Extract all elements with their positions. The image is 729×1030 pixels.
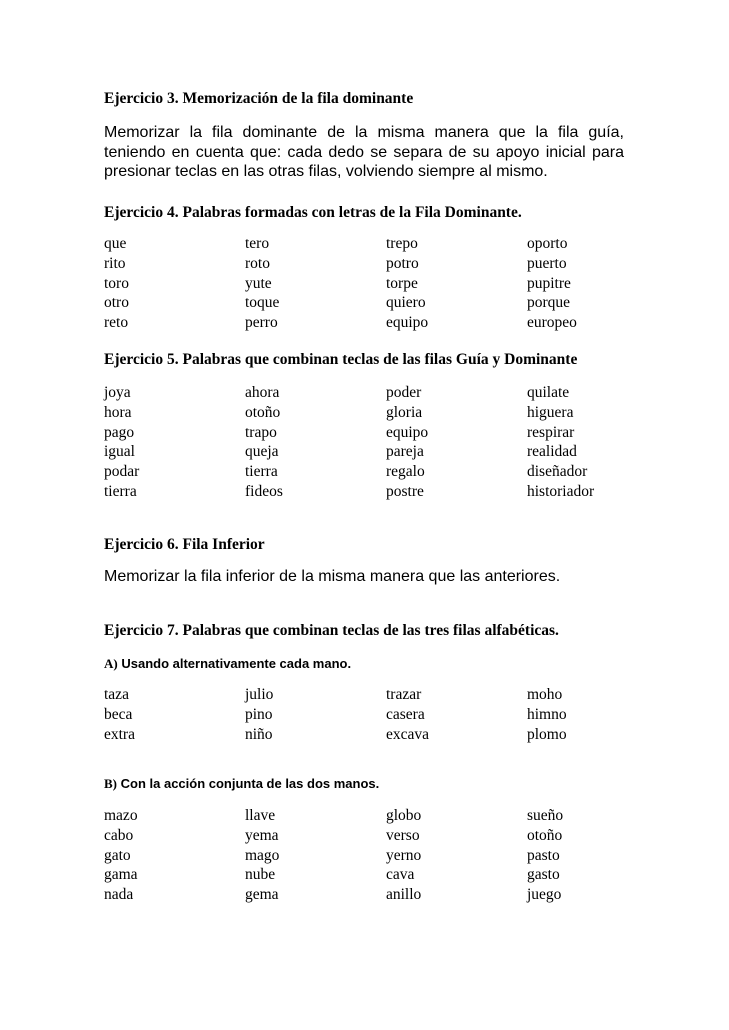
exercise-5-word-table <box>104 383 624 502</box>
word-cell: mazo <box>104 807 138 824</box>
word-cell: himno <box>527 705 567 723</box>
word-cell: torpe <box>386 274 418 292</box>
word-cell: mago <box>245 846 280 864</box>
word-cell: equipo <box>386 314 429 332</box>
exercise-3-text: Memorizar la fila dominante de la misma manera que la fila guía, teniendo en cuenta que: cada dedo se separa de su apoyo inicial para presionar teclas en las otras filas, volviendo siempre al mismo. <box>104 124 624 180</box>
word-cell: nube <box>245 866 276 884</box>
word-cell: beca <box>104 705 133 723</box>
word-cell: gema <box>245 886 279 904</box>
word-cell: roto <box>245 254 270 272</box>
word-cell: perro <box>245 314 278 332</box>
exercise-7-title: Ejercicio 7. Palabras que combinan teclas de las tres filas alfabéticas. <box>104 622 559 639</box>
word-cell: trazar <box>386 686 422 703</box>
word-cell: gloria <box>386 403 423 421</box>
word-cell: pareja <box>386 443 424 461</box>
word-cell: toro <box>104 274 129 292</box>
word-cell: anillo <box>386 886 422 904</box>
part-b-text: Con la acción conjunta de las dos manos. <box>120 776 380 791</box>
word-cell: llave <box>245 807 276 824</box>
word-cell: pino <box>245 705 273 723</box>
word-cell: poder <box>386 384 422 401</box>
word-cell: regalo <box>386 463 425 481</box>
word-cell: quilate <box>527 384 570 401</box>
word-cell: higuera <box>527 403 574 421</box>
word-cell: europeo <box>527 314 577 332</box>
word-cell: globo <box>386 807 422 824</box>
word-cell: hora <box>104 403 132 421</box>
part-b-letter: B) <box>104 776 117 791</box>
word-cell: historiador <box>527 482 595 500</box>
exercise-4-word-table <box>104 234 624 333</box>
word-cell: que <box>104 235 127 252</box>
word-cell: toque <box>245 294 280 312</box>
word-cell: trapo <box>245 423 277 441</box>
word-cell: casera <box>386 705 425 723</box>
word-cell: excava <box>386 725 430 743</box>
part-a-letter: A) <box>104 656 118 671</box>
word-cell: igual <box>104 443 135 461</box>
word-cell: taza <box>104 686 129 703</box>
word-cell: diseñador <box>527 463 588 481</box>
word-cell: queja <box>245 443 279 461</box>
word-cell: rito <box>104 254 126 272</box>
exercise-4-title: Ejercicio 4. Palabras formadas con letras de la Fila Dominante. <box>104 204 522 221</box>
exercise-7-part-a-label <box>104 655 351 673</box>
word-cell: gama <box>104 866 138 884</box>
word-cell: moho <box>527 686 563 703</box>
word-cell: fideos <box>245 482 283 500</box>
word-cell: joya <box>104 384 131 401</box>
exercise-7a-word-table <box>104 685 624 744</box>
word-cell: yerno <box>386 846 422 864</box>
exercise-7-part-b-label <box>104 775 379 793</box>
word-cell: reto <box>104 314 129 332</box>
word-cell: tierra <box>245 463 278 481</box>
word-cell: julio <box>245 686 274 703</box>
word-cell: gasto <box>527 866 560 884</box>
exercise-3-title: Ejercicio 3. Memorización de la fila dominante <box>104 90 414 107</box>
word-cell: otoño <box>527 826 563 844</box>
word-cell: tero <box>245 235 270 252</box>
word-cell: juego <box>527 886 562 904</box>
word-cell: pago <box>104 423 135 441</box>
word-cell: postre <box>386 482 424 500</box>
word-cell: niño <box>245 725 273 743</box>
word-cell: respirar <box>527 423 575 441</box>
word-cell: oporto <box>527 235 568 252</box>
word-cell: pasto <box>527 846 560 864</box>
exercise-6-title: Ejercicio 6. Fila Inferior <box>104 536 265 553</box>
word-cell: sueño <box>527 807 564 824</box>
word-cell: plomo <box>527 725 567 743</box>
word-cell: equipo <box>386 423 429 441</box>
word-cell: potro <box>386 254 419 272</box>
word-cell: podar <box>104 463 140 481</box>
word-cell: ahora <box>245 384 280 401</box>
part-a-text: Usando alternativamente cada mano. <box>121 656 352 671</box>
word-cell: pupitre <box>527 274 571 292</box>
word-cell: porque <box>527 294 571 312</box>
word-cell: yema <box>245 826 279 844</box>
word-cell: tierra <box>104 482 137 500</box>
exercise-5-title: Ejercicio 5. Palabras que combinan teclas de las filas Guía y Dominante <box>104 351 578 368</box>
word-cell: otoño <box>245 403 281 421</box>
exercise-6-text: Memorizar la fila inferior de la misma manera que las anteriores. <box>104 568 561 585</box>
word-cell: quiero <box>386 294 426 312</box>
word-cell: realidad <box>527 443 577 461</box>
word-cell: cabo <box>104 826 134 844</box>
word-cell: nada <box>104 886 134 904</box>
word-cell: cava <box>386 866 415 884</box>
word-cell: yute <box>245 274 272 292</box>
word-cell: otro <box>104 294 129 312</box>
word-cell: extra <box>104 725 135 743</box>
word-cell: puerto <box>527 254 567 272</box>
word-cell: gato <box>104 846 131 864</box>
word-cell: trepo <box>386 235 418 252</box>
word-cell: verso <box>386 826 420 844</box>
exercise-7b-word-table <box>104 806 624 905</box>
